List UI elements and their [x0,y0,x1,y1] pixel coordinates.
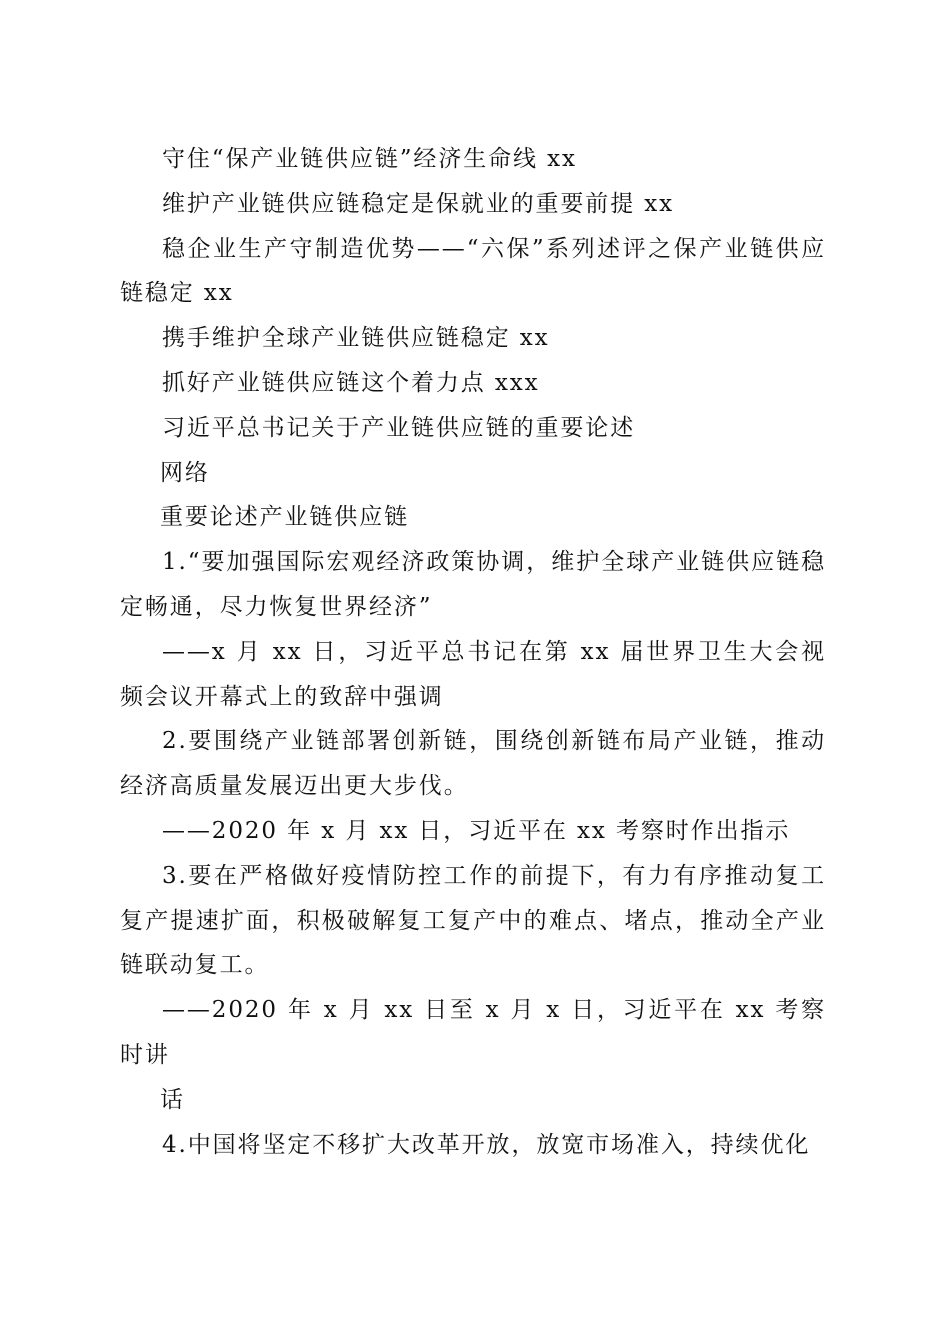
paragraph-title-1: 守住“保产业链供应链”经济生命线 xx [162,146,577,172]
paragraph-attribution-2: ——2020 年 x 月 xx 日，习近平在 xx 考察时作出指示 [162,817,791,844]
paragraph-title-4: 携手维护全球产业链供应链稳定 xx [162,325,550,352]
paragraph-attribution-1: ——x 月 xx 日，习近平总书记在第 xx 届世界卫生大会视频会议开幕式上的致辞中强调 [120,638,826,710]
paragraph-source: 网络 [160,459,210,486]
document-body [120,137,826,1167]
paragraph-attribution-3-continued: 话 [160,1086,185,1113]
paragraph-title-6: 习近平总书记关于产业链供应链的重要论述 [162,414,636,441]
paragraph-attribution-3: ——2020 年 x 月 xx 日至 x 月 x 日，习近平在 xx 考察时讲 [120,997,826,1068]
paragraph-title-3: 稳企业生产守制造优势——“六保”系列述评之保产业链供应链稳定 xx [120,235,826,307]
paragraph-title-5: 抓好产业链供应链这个着力点 xxx [162,369,540,396]
paragraph-section-heading: 重要论述产业链供应链 [160,504,409,531]
paragraph-quote-1: 1.“要加强国际宏观经济政策协调，维护全球产业链供应链稳定畅通，尽力恢复世界经济” [120,549,826,620]
paragraph-quote-4: 4.中国将坚定不移扩大改革开放，放宽市场准入，持续优化 [162,1131,811,1158]
paragraph-quote-3: 3.要在严格做好疫情防控工作的前提下，有力有序推动复工复产提速扩面，积极破解复工复产中的难点、堵点，推动全产业链联动复工。 [120,862,826,979]
paragraph-title-2: 维护产业链供应链稳定是保就业的重要前提 xx [162,190,675,217]
paragraph-quote-2: 2.要围绕产业链部署创新链，围绕创新链布局产业链，推动经济高质量发展迈出更大步伐。 [120,728,826,800]
